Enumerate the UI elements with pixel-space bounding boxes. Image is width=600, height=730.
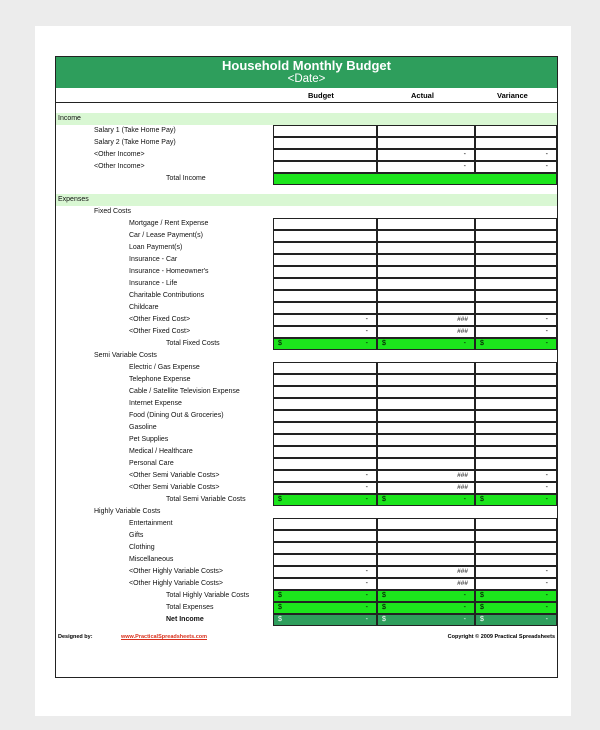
budget-cell[interactable] xyxy=(273,554,377,566)
expense-row xyxy=(56,530,557,542)
budget-cell[interactable] xyxy=(273,326,377,338)
expense-item-label: Medical / Healthcare xyxy=(129,448,193,455)
expense-item-label: Loan Payment(s) xyxy=(129,244,183,251)
sheet-header xyxy=(56,57,557,88)
actual-cell[interactable] xyxy=(377,326,475,338)
variance-cell[interactable] xyxy=(475,149,557,161)
variance-cell[interactable] xyxy=(475,326,557,338)
total-fixed-costs-row xyxy=(56,338,557,350)
currency-symbol: $ xyxy=(278,496,282,503)
total-fixed-costs-label: Total Fixed Costs xyxy=(166,340,220,347)
value-dash: - xyxy=(463,163,466,170)
semi-variable-heading: Semi Variable Costs xyxy=(94,352,157,359)
budget-cell[interactable] xyxy=(273,530,377,542)
currency-symbol: $ xyxy=(382,592,386,599)
expense-row xyxy=(56,470,557,482)
expense-item-label: <Other Highly Variable Costs> xyxy=(129,568,224,575)
currency-symbol: $ xyxy=(382,340,386,347)
value-dash: - xyxy=(545,472,548,479)
currency-symbol: $ xyxy=(480,340,484,347)
total-highly-variable-row xyxy=(56,590,557,602)
budget-cell[interactable] xyxy=(273,230,377,242)
actual-cell[interactable] xyxy=(377,530,475,542)
actual-cell[interactable] xyxy=(377,302,475,314)
value-overflow: ### xyxy=(457,484,468,491)
actual-cell[interactable] xyxy=(377,542,475,554)
total-highly-variable-label: Total Highly Variable Costs xyxy=(166,592,250,599)
expense-row xyxy=(56,566,557,578)
budget-cell[interactable] xyxy=(273,386,377,398)
actual-total-cell xyxy=(377,590,475,602)
actual-net-cell xyxy=(377,614,475,626)
value-dash: - xyxy=(545,604,548,611)
document-page xyxy=(35,26,571,716)
expense-row xyxy=(56,434,557,446)
value-overflow: ### xyxy=(457,472,468,479)
value-dash: - xyxy=(365,328,368,335)
expense-item-label: Internet Expense xyxy=(129,400,182,407)
variance-cell[interactable] xyxy=(475,242,557,254)
budget-cell[interactable] xyxy=(273,362,377,374)
total-semi-variable-row xyxy=(56,494,557,506)
actual-column-header: Actual xyxy=(411,91,434,100)
divider xyxy=(56,102,557,103)
actual-cell[interactable] xyxy=(377,137,475,149)
variance-cell[interactable] xyxy=(475,542,557,554)
net-income-label: Net Income xyxy=(166,616,204,623)
income-row xyxy=(56,137,557,149)
variance-cell[interactable] xyxy=(475,161,557,173)
actual-cell[interactable] xyxy=(377,398,475,410)
variance-cell[interactable] xyxy=(475,398,557,410)
budget-cell[interactable] xyxy=(273,290,377,302)
actual-cell[interactable] xyxy=(377,446,475,458)
expense-item-label: Insurance - Homeowner's xyxy=(129,268,209,275)
budget-cell[interactable] xyxy=(273,314,377,326)
expense-item-label: <Other Fixed Cost> xyxy=(129,328,191,335)
total-semi-variable-label: Total Semi Variable Costs xyxy=(166,496,246,503)
actual-cell[interactable] xyxy=(377,149,475,161)
expense-row xyxy=(56,578,557,590)
value-dash: - xyxy=(463,340,466,347)
variance-cell[interactable] xyxy=(475,302,557,314)
income-item-label: <Other Income> xyxy=(94,163,145,170)
expense-row xyxy=(56,554,557,566)
actual-cell[interactable] xyxy=(377,386,475,398)
expense-item-label: Car / Lease Payment(s) xyxy=(129,232,203,239)
currency-symbol: $ xyxy=(278,604,282,611)
variance-cell[interactable] xyxy=(475,482,557,494)
budget-cell[interactable] xyxy=(273,254,377,266)
expense-item-label: Gasoline xyxy=(129,424,157,431)
actual-cell[interactable] xyxy=(377,125,475,137)
highly-variable-heading-row xyxy=(56,506,557,518)
actual-cell[interactable] xyxy=(377,254,475,266)
value-overflow: ### xyxy=(457,328,468,335)
actual-cell[interactable] xyxy=(377,374,475,386)
budget-cell[interactable] xyxy=(273,374,377,386)
variance-cell[interactable] xyxy=(475,314,557,326)
value-dash: - xyxy=(545,163,548,170)
value-dash: - xyxy=(365,340,368,347)
actual-cell[interactable] xyxy=(377,518,475,530)
income-section-row xyxy=(56,113,557,125)
expense-item-label: Insurance - Car xyxy=(129,256,178,263)
expense-row xyxy=(56,518,557,530)
actual-cell[interactable] xyxy=(377,554,475,566)
budget-total-cell xyxy=(273,590,377,602)
income-section-label: Income xyxy=(58,115,81,122)
expense-row xyxy=(56,398,557,410)
value-dash: - xyxy=(365,484,368,491)
value-dash: - xyxy=(463,151,466,158)
expense-row xyxy=(56,266,557,278)
budget-cell[interactable] xyxy=(273,266,377,278)
currency-symbol: $ xyxy=(480,616,484,623)
fixed-costs-heading: Fixed Costs xyxy=(94,208,131,215)
designer-link[interactable]: www.PracticalSpreadsheets.com xyxy=(121,634,207,640)
actual-cell[interactable] xyxy=(377,290,475,302)
budget-cell[interactable] xyxy=(273,410,377,422)
value-dash: - xyxy=(365,580,368,587)
expense-item-label: Electric / Gas Expense xyxy=(129,364,200,371)
actual-cell[interactable] xyxy=(377,482,475,494)
value-dash: - xyxy=(463,592,466,599)
currency-symbol: $ xyxy=(278,616,282,623)
value-dash: - xyxy=(545,580,548,587)
expense-row xyxy=(56,374,557,386)
budget-cell[interactable] xyxy=(273,149,377,161)
value-dash: - xyxy=(365,604,368,611)
actual-cell[interactable] xyxy=(377,410,475,422)
variance-cell[interactable] xyxy=(475,278,557,290)
value-dash: - xyxy=(463,604,466,611)
variance-cell[interactable] xyxy=(475,125,557,137)
expense-row xyxy=(56,230,557,242)
expense-row xyxy=(56,446,557,458)
value-dash: - xyxy=(545,340,548,347)
expense-row xyxy=(56,482,557,494)
expense-row xyxy=(56,314,557,326)
actual-cell[interactable] xyxy=(377,314,475,326)
variance-total-cell xyxy=(475,494,557,506)
expense-item-label: Miscellaneous xyxy=(129,556,174,563)
variance-cell[interactable] xyxy=(475,434,557,446)
total-income-cell xyxy=(273,173,557,185)
variance-cell[interactable] xyxy=(475,578,557,590)
total-income-label: Total Income xyxy=(166,175,206,182)
currency-symbol: $ xyxy=(480,592,484,599)
expense-row xyxy=(56,410,557,422)
budget-cell[interactable] xyxy=(273,566,377,578)
total-expenses-label: Total Expenses xyxy=(166,604,214,611)
actual-cell[interactable] xyxy=(377,458,475,470)
value-dash: - xyxy=(365,568,368,575)
value-overflow: ### xyxy=(457,568,468,575)
budget-cell[interactable] xyxy=(273,542,377,554)
value-dash: - xyxy=(545,484,548,491)
actual-cell[interactable] xyxy=(377,422,475,434)
budget-cell[interactable] xyxy=(273,161,377,173)
budget-total-cell xyxy=(273,338,377,350)
budget-column-header: Budget xyxy=(308,91,334,100)
budget-cell[interactable] xyxy=(273,578,377,590)
variance-cell[interactable] xyxy=(475,374,557,386)
variance-column-header: Variance xyxy=(497,91,528,100)
expense-item-label: Cable / Satellite Television Expense xyxy=(129,388,240,395)
expense-item-label: Childcare xyxy=(129,304,159,311)
actual-cell[interactable] xyxy=(377,230,475,242)
actual-total-cell xyxy=(377,494,475,506)
variance-cell[interactable] xyxy=(475,422,557,434)
variance-cell[interactable] xyxy=(475,554,557,566)
value-overflow: ### xyxy=(457,316,468,323)
variance-cell[interactable] xyxy=(475,446,557,458)
budget-cell[interactable] xyxy=(273,458,377,470)
budget-cell[interactable] xyxy=(273,278,377,290)
expense-item-label: Gifts xyxy=(129,532,144,539)
variance-total-cell xyxy=(475,338,557,350)
actual-cell[interactable] xyxy=(377,578,475,590)
budget-sheet xyxy=(55,56,558,678)
variance-cell[interactable] xyxy=(475,254,557,266)
actual-cell[interactable] xyxy=(377,242,475,254)
value-dash: - xyxy=(545,616,548,623)
value-dash: - xyxy=(545,151,548,158)
expense-row xyxy=(56,242,557,254)
expense-item-label: Insurance - Life xyxy=(129,280,178,287)
budget-cell[interactable] xyxy=(273,242,377,254)
budget-total-cell xyxy=(273,602,377,614)
variance-cell[interactable] xyxy=(475,137,557,149)
variance-total-cell xyxy=(475,602,557,614)
expense-item-label: Mortgage / Rent Expense xyxy=(129,220,209,227)
expense-row xyxy=(56,542,557,554)
value-dash: - xyxy=(463,496,466,503)
expense-item-label: <Other Semi Variable Costs> xyxy=(129,484,220,491)
actual-cell[interactable] xyxy=(377,266,475,278)
expense-row xyxy=(56,278,557,290)
variance-cell[interactable] xyxy=(475,386,557,398)
actual-cell[interactable] xyxy=(377,218,475,230)
expense-item-label: Food (Dining Out & Groceries) xyxy=(129,412,224,419)
value-dash: - xyxy=(463,616,466,623)
expense-row xyxy=(56,254,557,266)
currency-symbol: $ xyxy=(382,616,386,623)
expense-item-label: <Other Semi Variable Costs> xyxy=(129,472,220,479)
value-dash: - xyxy=(545,568,548,575)
actual-total-cell xyxy=(377,602,475,614)
value-dash: - xyxy=(365,316,368,323)
budget-cell[interactable] xyxy=(273,470,377,482)
variance-cell[interactable] xyxy=(475,470,557,482)
budget-cell[interactable] xyxy=(273,518,377,530)
sheet-title: Household Monthly Budget xyxy=(222,58,391,73)
value-dash: - xyxy=(545,328,548,335)
expense-row xyxy=(56,218,557,230)
sheet-date: <Date> xyxy=(287,73,326,85)
variance-cell[interactable] xyxy=(475,530,557,542)
expense-item-label: Entertainment xyxy=(129,520,173,527)
income-item-label: Salary 2 (Take Home Pay) xyxy=(94,139,176,146)
expense-row xyxy=(56,386,557,398)
actual-cell[interactable] xyxy=(377,434,475,446)
currency-symbol: $ xyxy=(382,496,386,503)
currency-symbol: $ xyxy=(382,604,386,611)
variance-cell[interactable] xyxy=(475,458,557,470)
variance-net-cell xyxy=(475,614,557,626)
expense-item-label: Pet Supplies xyxy=(129,436,169,443)
budget-cell[interactable] xyxy=(273,422,377,434)
budget-cell[interactable] xyxy=(273,302,377,314)
income-item-label: <Other Income> xyxy=(94,151,145,158)
budget-cell[interactable] xyxy=(273,125,377,137)
semi-variable-heading-row xyxy=(56,350,557,362)
budget-cell[interactable] xyxy=(273,446,377,458)
budget-cell[interactable] xyxy=(273,482,377,494)
currency-symbol: $ xyxy=(278,340,282,347)
expense-row xyxy=(56,302,557,314)
expenses-section-label: Expenses xyxy=(58,196,89,203)
currency-symbol: $ xyxy=(278,592,282,599)
currency-symbol: $ xyxy=(480,496,484,503)
budget-cell[interactable] xyxy=(273,434,377,446)
actual-cell[interactable] xyxy=(377,362,475,374)
value-dash: - xyxy=(365,616,368,623)
expense-row xyxy=(56,326,557,338)
actual-cell[interactable] xyxy=(377,470,475,482)
value-dash: - xyxy=(545,592,548,599)
copyright-text: Copyright © 2009 Practical Spreadsheets xyxy=(447,634,555,640)
expense-item-label: Telephone Expense xyxy=(129,376,191,383)
expense-item-label: Personal Care xyxy=(129,460,174,467)
expense-item-label: Charitable Contributions xyxy=(129,292,205,299)
actual-total-cell xyxy=(377,338,475,350)
variance-cell[interactable] xyxy=(475,410,557,422)
expense-item-label: <Other Fixed Cost> xyxy=(129,316,191,323)
variance-cell[interactable] xyxy=(475,290,557,302)
income-item-label: Salary 1 (Take Home Pay) xyxy=(94,127,176,134)
designed-by-label: Designed by: xyxy=(58,634,93,640)
total-income-row xyxy=(56,173,557,185)
variance-cell[interactable] xyxy=(475,266,557,278)
expense-row xyxy=(56,422,557,434)
value-dash: - xyxy=(365,592,368,599)
fixed-costs-heading-row xyxy=(56,206,557,218)
actual-cell[interactable] xyxy=(377,278,475,290)
variance-total-cell xyxy=(475,590,557,602)
value-overflow: ### xyxy=(457,580,468,587)
net-income-row xyxy=(56,614,557,626)
actual-cell[interactable] xyxy=(377,566,475,578)
expenses-section-row xyxy=(56,194,557,206)
currency-symbol: $ xyxy=(480,604,484,611)
value-dash: - xyxy=(365,496,368,503)
income-row xyxy=(56,149,557,161)
budget-cell[interactable] xyxy=(273,218,377,230)
value-dash: - xyxy=(365,472,368,479)
total-expenses-row xyxy=(56,602,557,614)
expense-row xyxy=(56,290,557,302)
expense-item-label: <Other Highly Variable Costs> xyxy=(129,580,224,587)
value-dash: - xyxy=(545,316,548,323)
value-dash: - xyxy=(545,496,548,503)
expense-item-label: Clothing xyxy=(129,544,155,551)
actual-cell[interactable] xyxy=(377,161,475,173)
variance-cell[interactable] xyxy=(475,230,557,242)
income-row xyxy=(56,161,557,173)
variance-cell[interactable] xyxy=(475,566,557,578)
budget-total-cell xyxy=(273,494,377,506)
expense-row xyxy=(56,362,557,374)
variance-cell[interactable] xyxy=(475,518,557,530)
budget-cell[interactable] xyxy=(273,137,377,149)
budget-cell[interactable] xyxy=(273,398,377,410)
column-header-row xyxy=(56,90,557,102)
variance-cell[interactable] xyxy=(475,362,557,374)
income-row xyxy=(56,125,557,137)
highly-variable-heading: Highly Variable Costs xyxy=(94,508,161,515)
expense-row xyxy=(56,458,557,470)
variance-cell[interactable] xyxy=(475,218,557,230)
budget-net-cell xyxy=(273,614,377,626)
